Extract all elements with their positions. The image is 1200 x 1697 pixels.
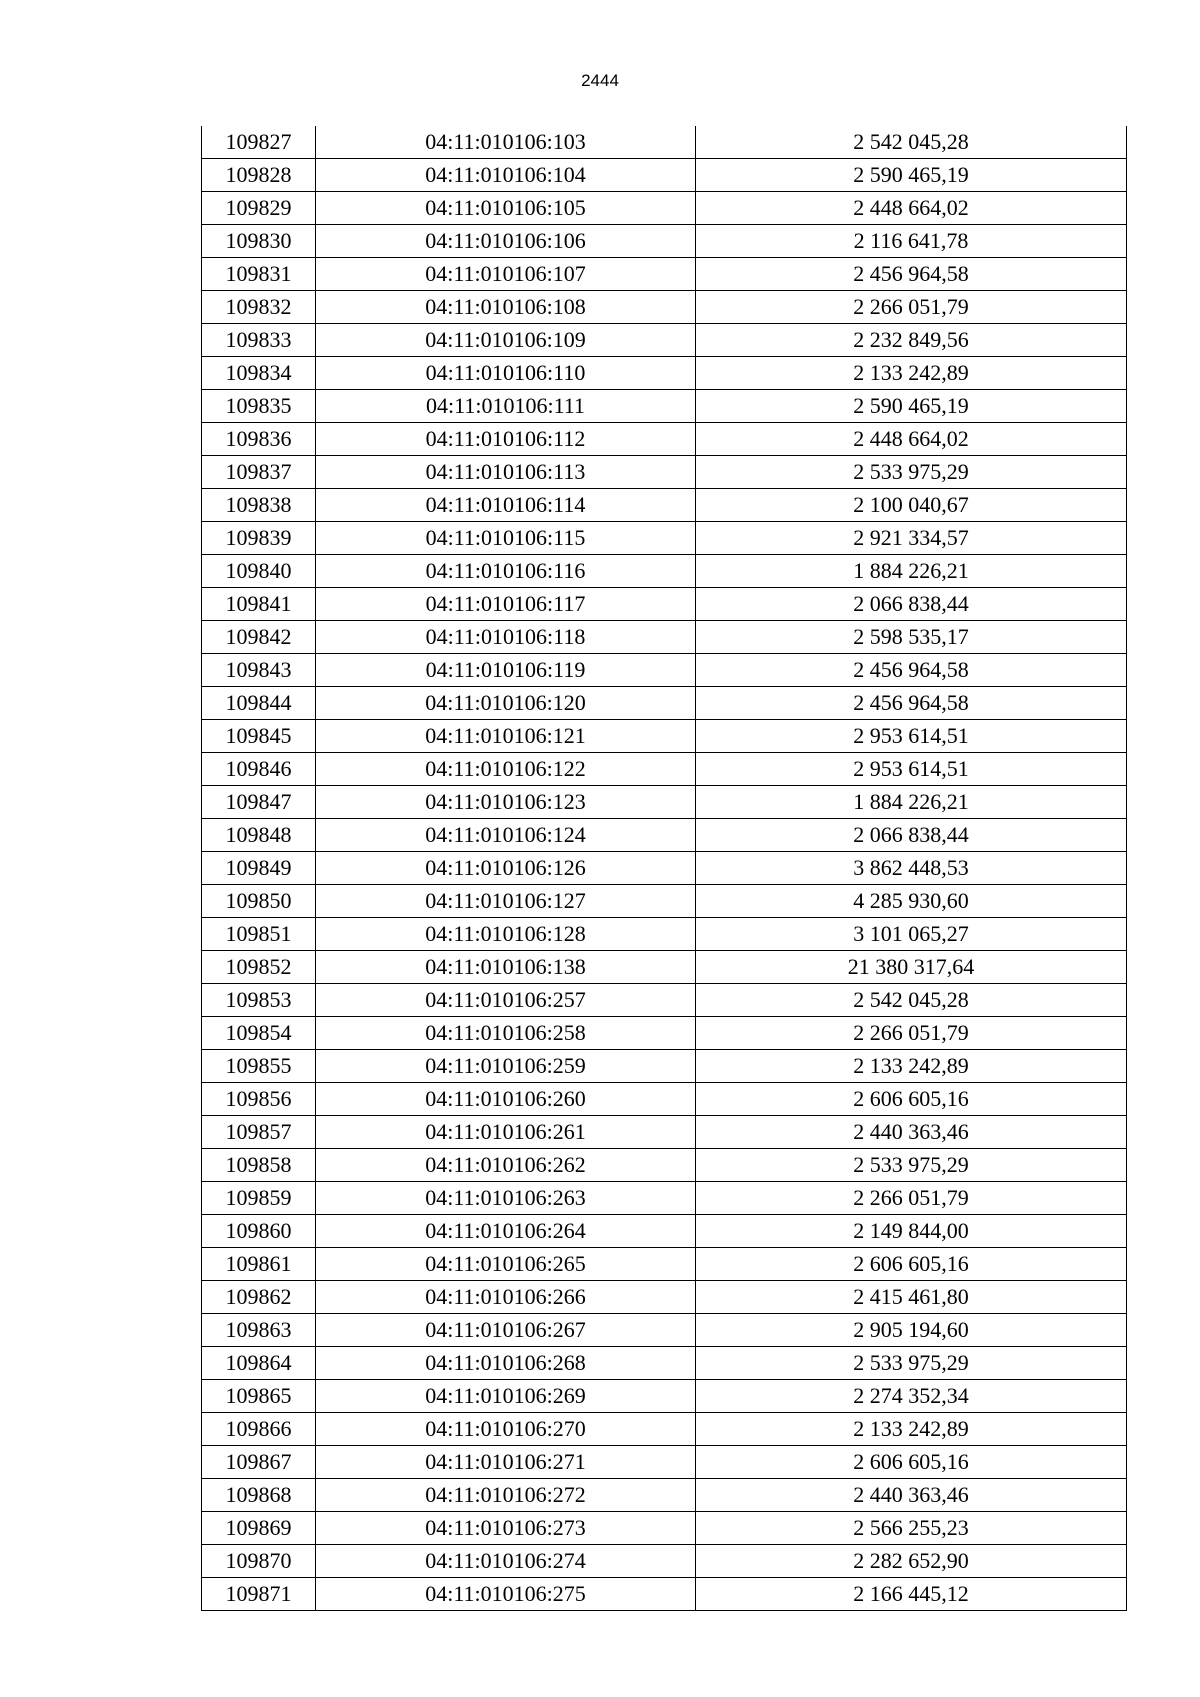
row-number-cell: 109841 — [202, 588, 316, 621]
table-row — [202, 1248, 1127, 1281]
table-row — [202, 489, 1127, 522]
table-row — [202, 357, 1127, 390]
cadastral-number-cell: 04:11:010106:267 — [316, 1314, 696, 1347]
table-row — [202, 324, 1127, 357]
row-number-cell: 109843 — [202, 654, 316, 687]
cadastral-value-cell: 2 440 363,46 — [696, 1116, 1127, 1149]
table-row — [202, 456, 1127, 489]
row-number-cell: 109860 — [202, 1215, 316, 1248]
cadastral-value-cell: 2 116 641,78 — [696, 225, 1127, 258]
cadastral-number-cell: 04:11:010106:259 — [316, 1050, 696, 1083]
row-number-cell: 109854 — [202, 1017, 316, 1050]
cadastral-value-cell: 2 533 975,29 — [696, 1149, 1127, 1182]
cadastral-value-cell: 2 282 652,90 — [696, 1545, 1127, 1578]
cadastral-number-cell: 04:11:010106:266 — [316, 1281, 696, 1314]
cadastral-value-cell: 2 542 045,28 — [696, 126, 1127, 159]
row-number-cell: 109836 — [202, 423, 316, 456]
cadastral-value-cell: 2 456 964,58 — [696, 654, 1127, 687]
cadastral-number-cell: 04:11:010106:104 — [316, 159, 696, 192]
table-row — [202, 1479, 1127, 1512]
row-number-cell: 109833 — [202, 324, 316, 357]
table-row — [202, 1017, 1127, 1050]
cadastral-number-cell: 04:11:010106:121 — [316, 720, 696, 753]
cadastral-value-cell: 2 149 844,00 — [696, 1215, 1127, 1248]
cadastral-value-cell: 2 566 255,23 — [696, 1512, 1127, 1545]
table-row — [202, 1116, 1127, 1149]
cadastral-value-cell: 2 921 334,57 — [696, 522, 1127, 555]
table-row — [202, 984, 1127, 1017]
cadastral-number-cell: 04:11:010106:273 — [316, 1512, 696, 1545]
table-row — [202, 1215, 1127, 1248]
cadastral-number-cell: 04:11:010106:257 — [316, 984, 696, 1017]
cadastral-number-cell: 04:11:010106:270 — [316, 1413, 696, 1446]
table-row — [202, 951, 1127, 984]
cadastral-value-table — [201, 126, 1127, 1611]
cadastral-value-cell: 2 415 461,80 — [696, 1281, 1127, 1314]
table-row — [202, 1413, 1127, 1446]
cadastral-value-cell: 2 266 051,79 — [696, 291, 1127, 324]
cadastral-number-cell: 04:11:010106:123 — [316, 786, 696, 819]
cadastral-number-cell: 04:11:010106:272 — [316, 1479, 696, 1512]
row-number-cell: 109855 — [202, 1050, 316, 1083]
cadastral-number-cell: 04:11:010106:271 — [316, 1446, 696, 1479]
cadastral-value-cell: 1 884 226,21 — [696, 786, 1127, 819]
table-row — [202, 1182, 1127, 1215]
cadastral-value-cell: 2 598 535,17 — [696, 621, 1127, 654]
table-row — [202, 819, 1127, 852]
cadastral-value-cell: 2 448 664,02 — [696, 192, 1127, 225]
page-number: 2444 — [581, 71, 619, 90]
row-number-cell: 109868 — [202, 1479, 316, 1512]
row-number-cell: 109845 — [202, 720, 316, 753]
cadastral-number-cell: 04:11:010106:109 — [316, 324, 696, 357]
row-number-cell: 109863 — [202, 1314, 316, 1347]
row-number-cell: 109859 — [202, 1182, 316, 1215]
cadastral-number-cell: 04:11:010106:120 — [316, 687, 696, 720]
cadastral-value-cell: 2 533 975,29 — [696, 1347, 1127, 1380]
cadastral-value-cell: 2 166 445,12 — [696, 1578, 1127, 1611]
cadastral-value-cell: 2 448 664,02 — [696, 423, 1127, 456]
row-number-cell: 109869 — [202, 1512, 316, 1545]
row-number-cell: 109870 — [202, 1545, 316, 1578]
row-number-cell: 109827 — [202, 126, 316, 159]
cadastral-number-cell: 04:11:010106:263 — [316, 1182, 696, 1215]
cadastral-value-cell: 2 590 465,19 — [696, 390, 1127, 423]
row-number-cell: 109847 — [202, 786, 316, 819]
row-number-cell: 109867 — [202, 1446, 316, 1479]
cadastral-number-cell: 04:11:010106:113 — [316, 456, 696, 489]
table-row — [202, 885, 1127, 918]
row-number-cell: 109856 — [202, 1083, 316, 1116]
cadastral-value-cell: 21 380 317,64 — [696, 951, 1127, 984]
table-row — [202, 1512, 1127, 1545]
cadastral-value-cell: 2 266 051,79 — [696, 1017, 1127, 1050]
table-row — [202, 159, 1127, 192]
cadastral-value-cell: 2 266 051,79 — [696, 1182, 1127, 1215]
table-row — [202, 423, 1127, 456]
cadastral-number-cell: 04:11:010106:117 — [316, 588, 696, 621]
cadastral-number-cell: 04:11:010106:105 — [316, 192, 696, 225]
row-number-cell: 109864 — [202, 1347, 316, 1380]
table-row — [202, 1446, 1127, 1479]
cadastral-value-cell: 2 066 838,44 — [696, 588, 1127, 621]
cadastral-value-cell: 2 456 964,58 — [696, 687, 1127, 720]
row-number-cell: 109861 — [202, 1248, 316, 1281]
cadastral-number-cell: 04:11:010106:260 — [316, 1083, 696, 1116]
cadastral-number-cell: 04:11:010106:112 — [316, 423, 696, 456]
row-number-cell: 109871 — [202, 1578, 316, 1611]
table-row — [202, 522, 1127, 555]
table-row — [202, 555, 1127, 588]
cadastral-value-cell: 2 542 045,28 — [696, 984, 1127, 1017]
row-number-cell: 109857 — [202, 1116, 316, 1149]
table-row — [202, 192, 1127, 225]
table-row — [202, 1380, 1127, 1413]
cadastral-number-cell: 04:11:010106:118 — [316, 621, 696, 654]
cadastral-value-cell: 2 606 605,16 — [696, 1083, 1127, 1116]
cadastral-number-cell: 04:11:010106:107 — [316, 258, 696, 291]
cadastral-number-cell: 04:11:010106:261 — [316, 1116, 696, 1149]
row-number-cell: 109865 — [202, 1380, 316, 1413]
cadastral-number-cell: 04:11:010106:274 — [316, 1545, 696, 1578]
cadastral-number-cell: 04:11:010106:262 — [316, 1149, 696, 1182]
row-number-cell: 109850 — [202, 885, 316, 918]
cadastral-number-cell: 04:11:010106:128 — [316, 918, 696, 951]
cadastral-value-cell: 2 133 242,89 — [696, 1050, 1127, 1083]
cadastral-number-cell: 04:11:010106:265 — [316, 1248, 696, 1281]
table-row — [202, 654, 1127, 687]
row-number-cell: 109829 — [202, 192, 316, 225]
cadastral-value-cell: 2 953 614,51 — [696, 753, 1127, 786]
cadastral-value-cell: 2 133 242,89 — [696, 357, 1127, 390]
row-number-cell: 109866 — [202, 1413, 316, 1446]
cadastral-value-cell: 3 101 065,27 — [696, 918, 1127, 951]
cadastral-value-cell: 2 133 242,89 — [696, 1413, 1127, 1446]
row-number-cell: 109858 — [202, 1149, 316, 1182]
table-row — [202, 126, 1127, 159]
row-number-cell: 109853 — [202, 984, 316, 1017]
cadastral-value-cell: 2 440 363,46 — [696, 1479, 1127, 1512]
cadastral-number-cell: 04:11:010106:138 — [316, 951, 696, 984]
row-number-cell: 109842 — [202, 621, 316, 654]
cadastral-number-cell: 04:11:010106:114 — [316, 489, 696, 522]
row-number-cell: 109831 — [202, 258, 316, 291]
table-row — [202, 918, 1127, 951]
cadastral-number-cell: 04:11:010106:106 — [316, 225, 696, 258]
row-number-cell: 109834 — [202, 357, 316, 390]
cadastral-number-cell: 04:11:010106:110 — [316, 357, 696, 390]
table-row — [202, 621, 1127, 654]
cadastral-number-cell: 04:11:010106:122 — [316, 753, 696, 786]
cadastral-number-cell: 04:11:010106:268 — [316, 1347, 696, 1380]
cadastral-number-cell: 04:11:010106:126 — [316, 852, 696, 885]
row-number-cell: 109835 — [202, 390, 316, 423]
cadastral-number-cell: 04:11:010106:103 — [316, 126, 696, 159]
row-number-cell: 109849 — [202, 852, 316, 885]
cadastral-value-cell: 2 100 040,67 — [696, 489, 1127, 522]
table-row — [202, 1545, 1127, 1578]
table-row — [202, 1281, 1127, 1314]
cadastral-value-cell: 2 232 849,56 — [696, 324, 1127, 357]
cadastral-value-cell: 2 606 605,16 — [696, 1248, 1127, 1281]
cadastral-value-cell: 2 066 838,44 — [696, 819, 1127, 852]
cadastral-value-cell: 2 905 194,60 — [696, 1314, 1127, 1347]
cadastral-value-cell: 4 285 930,60 — [696, 885, 1127, 918]
cadastral-number-cell: 04:11:010106:116 — [316, 555, 696, 588]
table-body — [202, 126, 1127, 1611]
row-number-cell: 109838 — [202, 489, 316, 522]
table-row — [202, 720, 1127, 753]
row-number-cell: 109844 — [202, 687, 316, 720]
table-row — [202, 687, 1127, 720]
cadastral-number-cell: 04:11:010106:269 — [316, 1380, 696, 1413]
row-number-cell: 109830 — [202, 225, 316, 258]
table-row — [202, 291, 1127, 324]
table-row — [202, 1083, 1127, 1116]
cadastral-value-cell: 2 533 975,29 — [696, 456, 1127, 489]
cadastral-number-cell: 04:11:010106:264 — [316, 1215, 696, 1248]
table-row — [202, 1347, 1127, 1380]
row-number-cell: 109837 — [202, 456, 316, 489]
cadastral-value-cell: 2 953 614,51 — [696, 720, 1127, 753]
row-number-cell: 109848 — [202, 819, 316, 852]
table-row — [202, 588, 1127, 621]
cadastral-value-cell: 2 590 465,19 — [696, 159, 1127, 192]
table-row — [202, 1314, 1127, 1347]
table-row — [202, 258, 1127, 291]
table-row — [202, 390, 1127, 423]
cadastral-number-cell: 04:11:010106:119 — [316, 654, 696, 687]
cadastral-number-cell: 04:11:010106:124 — [316, 819, 696, 852]
cadastral-value-cell: 1 884 226,21 — [696, 555, 1127, 588]
row-number-cell: 109840 — [202, 555, 316, 588]
table-row — [202, 786, 1127, 819]
table-row — [202, 1050, 1127, 1083]
cadastral-number-cell: 04:11:010106:108 — [316, 291, 696, 324]
table-row — [202, 753, 1127, 786]
cadastral-value-cell: 2 274 352,34 — [696, 1380, 1127, 1413]
cadastral-number-cell: 04:11:010106:111 — [316, 390, 696, 423]
row-number-cell: 109846 — [202, 753, 316, 786]
row-number-cell: 109852 — [202, 951, 316, 984]
cadastral-number-cell: 04:11:010106:258 — [316, 1017, 696, 1050]
row-number-cell: 109862 — [202, 1281, 316, 1314]
table-row — [202, 1149, 1127, 1182]
cadastral-value-cell: 2 606 605,16 — [696, 1446, 1127, 1479]
table-row — [202, 225, 1127, 258]
cadastral-number-cell: 04:11:010106:115 — [316, 522, 696, 555]
row-number-cell: 109832 — [202, 291, 316, 324]
table-row — [202, 1578, 1127, 1611]
row-number-cell: 109828 — [202, 159, 316, 192]
cadastral-value-cell: 2 456 964,58 — [696, 258, 1127, 291]
cadastral-number-cell: 04:11:010106:275 — [316, 1578, 696, 1611]
row-number-cell: 109851 — [202, 918, 316, 951]
row-number-cell: 109839 — [202, 522, 316, 555]
cadastral-value-cell: 3 862 448,53 — [696, 852, 1127, 885]
table-row — [202, 852, 1127, 885]
cadastral-number-cell: 04:11:010106:127 — [316, 885, 696, 918]
